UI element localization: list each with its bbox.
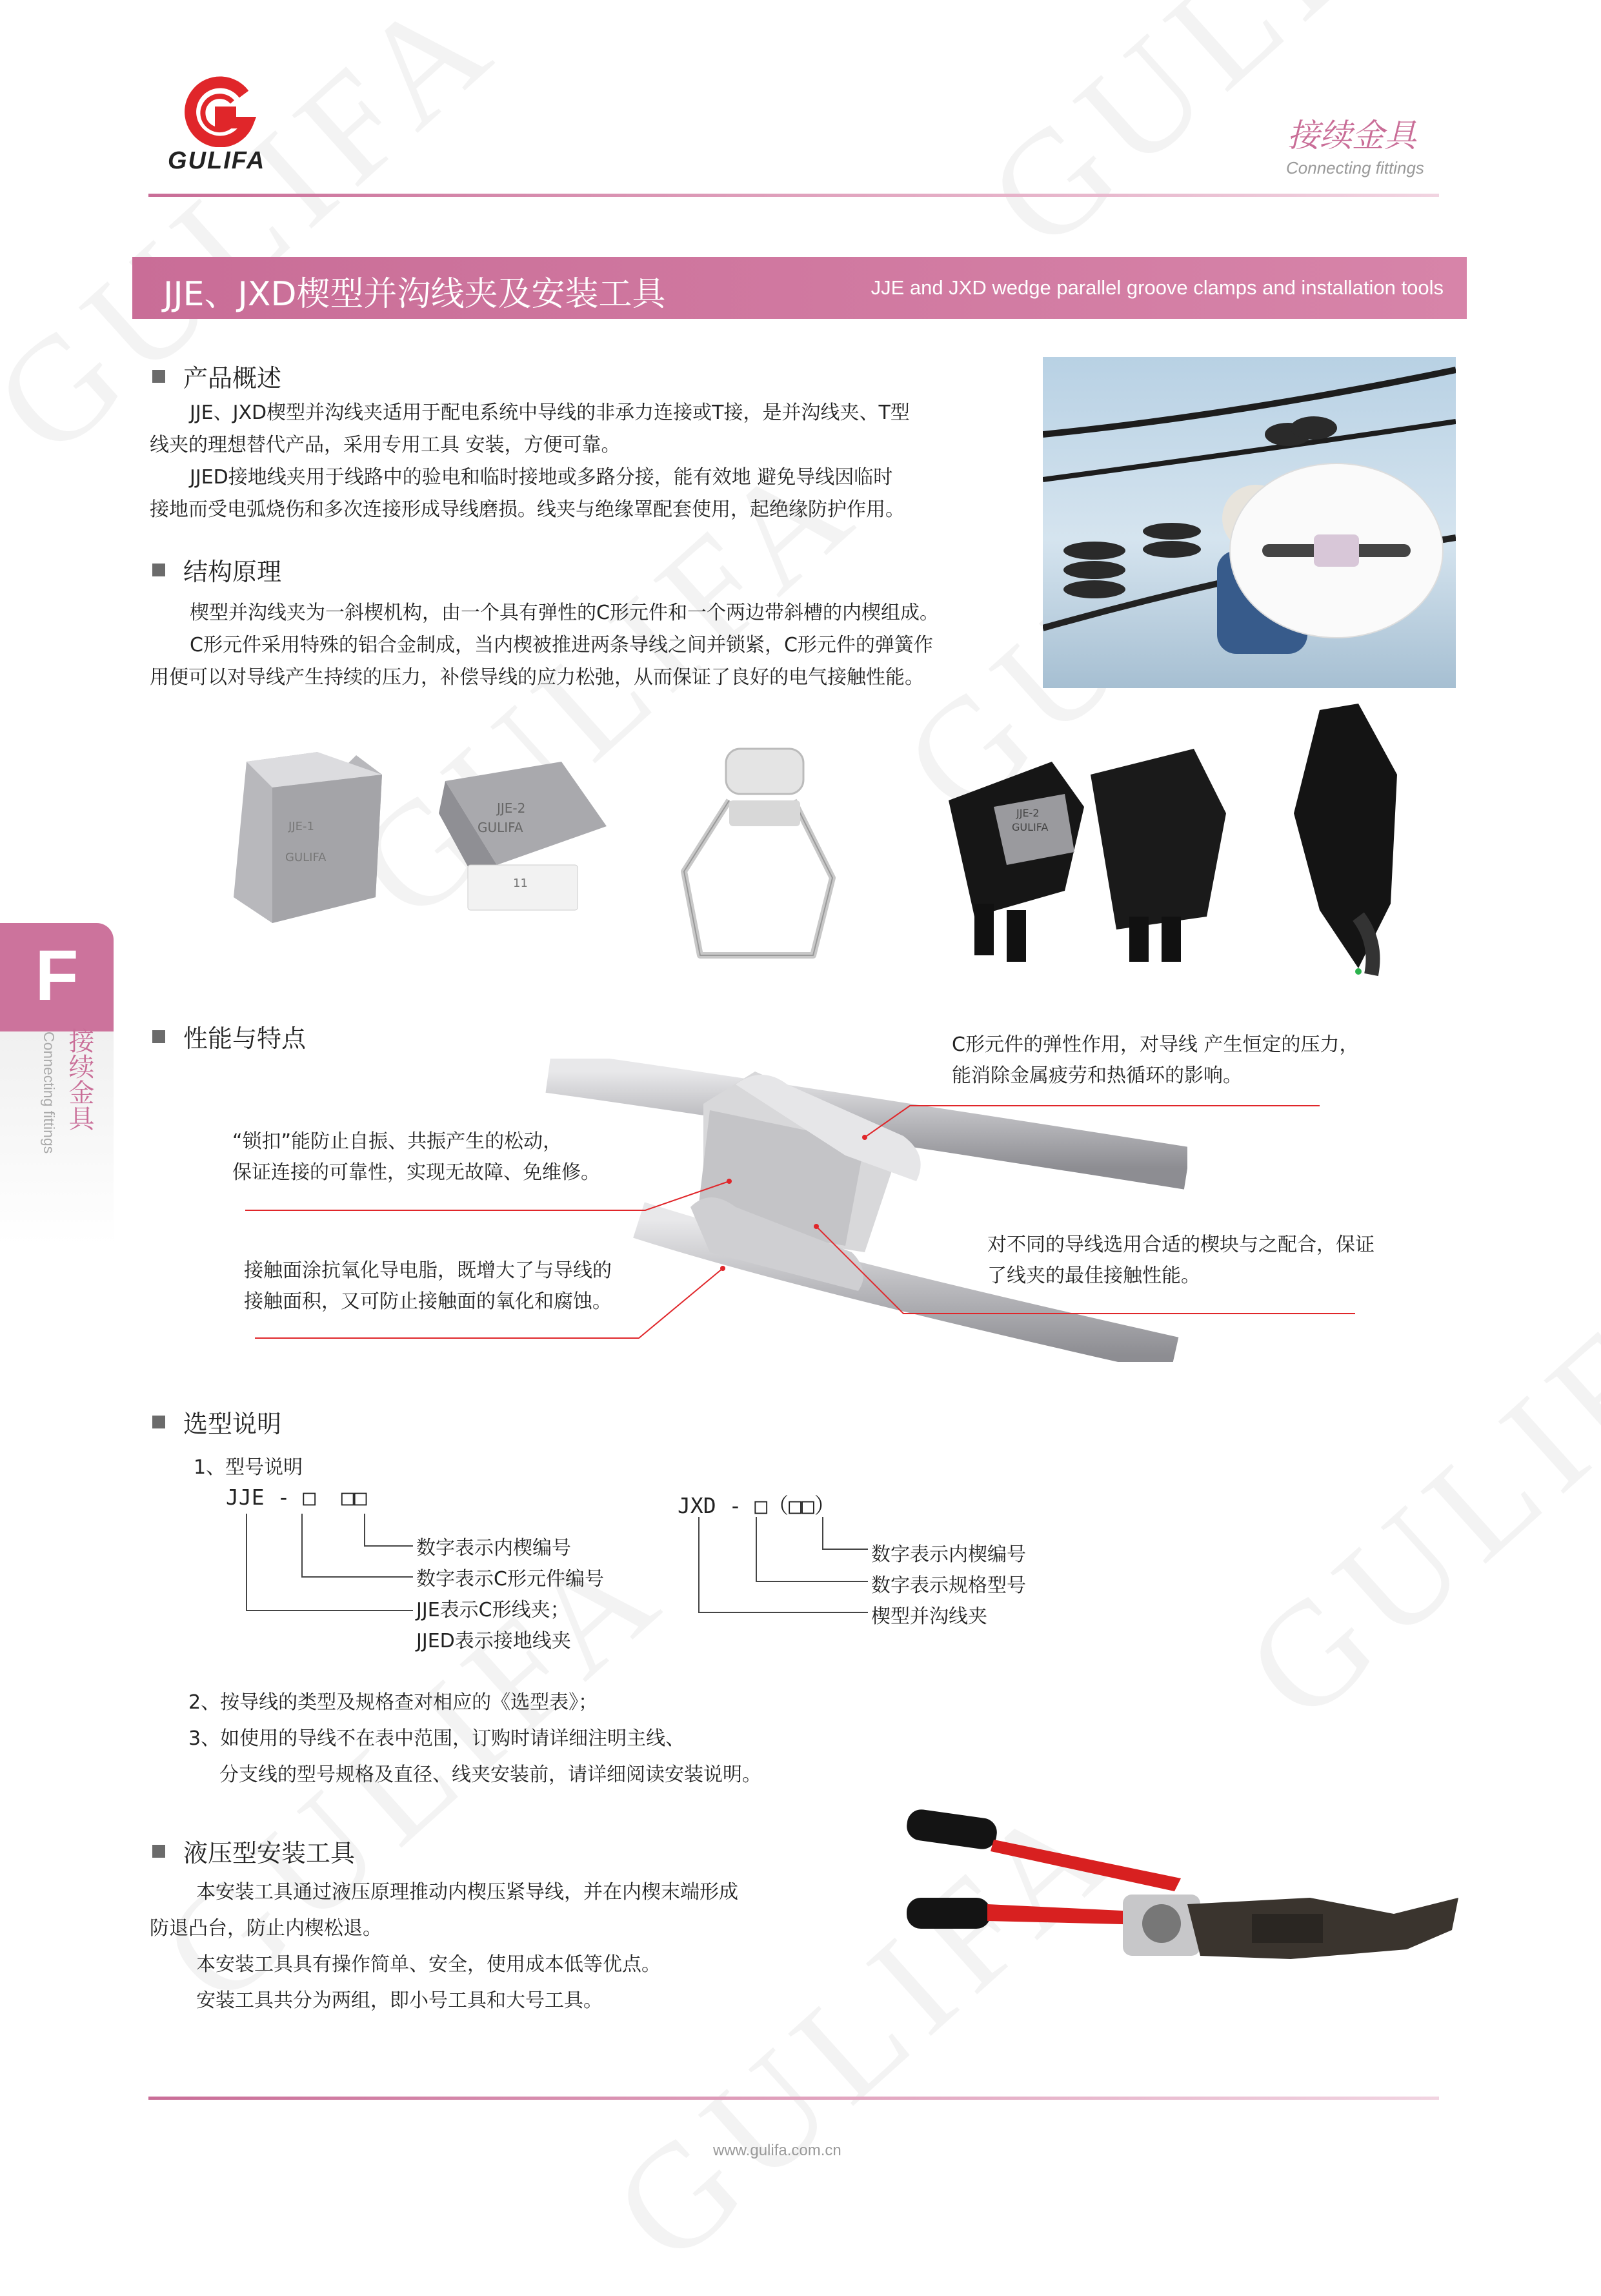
tool-line: 安装工具共分为两组，即小号工具和大号工具。 [196,1989,603,2012]
selection-item-3b: 分支线的型号规格及直径、线夹安装前，请详细阅读安装说明。 [219,1763,761,1786]
jxd-legend-line: 数字表示内楔编号 [871,1543,1026,1566]
bullet-square [152,1845,165,1858]
callout-lock-line: 保证连接的可靠性，实现无故障、免维修。 [232,1161,600,1184]
jje-model-brackets [239,1514,419,1623]
jxd-model-code: JXD - □（□□） [678,1493,836,1518]
cover-clamp-label: JJE-2 [1016,807,1040,819]
selection-item-3a: 3、如使用的导线不在表中范围，订购时请详细注明主线、 [188,1727,685,1750]
tool-line: 本安装工具具有操作简单、安全，使用成本低等优点。 [196,1953,661,1976]
leader-dot [727,1179,732,1184]
hydraulic-tool-photo [903,1801,1465,1995]
jje-legend-line: JJE表示C形线夹； [416,1599,570,1621]
footer-divider [148,2097,1439,2100]
jje-legend-line: 数字表示内楔编号 [416,1537,571,1559]
brand-name: GULIFA [168,147,266,174]
hydraulic-tool-image [903,1801,1465,1995]
selection-notes [188,1685,1156,1793]
callout-grease-line: 接触面涂抗氧化导电脂，既增大了与导线的 [244,1259,612,1282]
tool-text [150,1874,892,2019]
jje2-size: 11 [513,877,528,890]
jje-legend-line: JJED表示接地线夹 [416,1630,571,1652]
structure-line: 楔型并沟线夹为一斜楔机构，由一个具有弹性的C形元件和一个两边带斜槽的内楔组成。 [190,602,939,624]
footer-url: www.gulifa.com.cn [713,2142,841,2159]
leader-wedge [816,1226,1355,1314]
leader-dot [720,1266,725,1271]
jxd-legend-line: 楔型并沟线夹 [871,1605,987,1628]
bullet-square [152,1416,165,1428]
selection-item-1: 1、型号说明 [194,1456,303,1479]
jxd-model-legend [871,1539,1026,1632]
leader-grease [255,1268,723,1338]
overview-line: JJE、JXD楔型并沟线夹适用于配电系统中导线的非承力连接或T接，是并沟线夹、T型 [190,401,910,424]
jje2-brand: GULIFA [478,820,523,835]
jje-model-legend [416,1533,604,1657]
jje1-brand: GULIFA [285,851,327,864]
section-tool-title [152,1833,355,1869]
section-selection-label: 选型说明 [183,1410,282,1438]
jje1-label: JJE-1 [288,820,314,833]
overview-line: 接地而受电弧烧伤和多次连接形成导线磨损。线夹与绝缘罩配套使用，起绝缘防护作用。 [150,498,905,521]
overview-line: 线夹的理想替代产品，采用专用工具 安装，方便可靠。 [150,434,621,456]
callout-c-spring-line: 能消除金属疲劳和热循环的影响。 [952,1064,1242,1087]
jxd-legend-line: 数字表示规格型号 [871,1574,1026,1597]
banner-title-en: JJE and JXD wedge parallel groove clamps and installation tools [871,276,1444,299]
header-category-cn: 接续金具 [1287,117,1416,154]
leader-c-spring [865,1106,1320,1137]
tool-line: 防退凸台，防止内楔松退。 [150,1917,382,1940]
callout-wedge-line: 对不同的导线选用合适的楔块与之配合，保证 [987,1234,1374,1256]
jxd-model-brackets [694,1517,874,1620]
overview-line: JJED接地线夹用于线路中的验电和临时接地或多路分接，能有效地 避免导线因临时 [190,466,893,489]
structure-line: C形元件采用特殊的铝合金制成，当内楔被推进两条导线之间并锁紧，C形元件的弹簧作 [190,634,933,656]
side-tab-label-en: Connecting fittings [41,1031,57,1154]
leader-dot [814,1224,819,1229]
banner-title-cn: JJE、JXD楔型并沟线夹及安装工具 [163,275,666,314]
tool-line: 本安装工具通过液压原理推动内楔压紧导线，并在内楔末端形成 [196,1881,738,1904]
structure-line: 用便可以对导线产生持续的压力，补偿导线的应力松弛，从而保证了良好的电气接触性能。 [150,666,924,689]
callout-grease-line: 接触面积，又可防止接触面的氧化和腐蚀。 [244,1290,612,1313]
jje2-label: JJE-2 [497,800,526,816]
side-tab-letter: F [35,936,79,1015]
header-category-en: Connecting fittings [1286,158,1424,178]
jje-legend-line: 数字表示C形元件编号 [416,1568,604,1590]
section-tool-label: 液压型安装工具 [183,1839,356,1867]
section-selection-title [152,1404,281,1439]
callout-c-spring-line: C形元件的弹性作用，对导线 产生恒定的压力， [952,1033,1359,1056]
section-structure-label: 结构原理 [183,558,282,586]
callout-wedge-line: 了线夹的最佳接触性能。 [987,1265,1200,1287]
side-tab-label-cn: 接续金具 [65,1028,94,1131]
cover-clamp-brand: GULIFA [1012,821,1049,833]
selection-item-2: 2、按导线的类型及规格查对相应的《选型表》； [188,1691,598,1714]
jje-model-code: JJE - □ □□ [226,1485,367,1510]
section-overview-label: 产品概述 [183,364,282,392]
leader-dot [862,1135,867,1140]
leader-lock [245,1181,729,1210]
callout-lock-line: “锁扣”能防止自振、共振产生的松动， [232,1130,563,1153]
section-features-label: 性能与特点 [183,1024,307,1053]
